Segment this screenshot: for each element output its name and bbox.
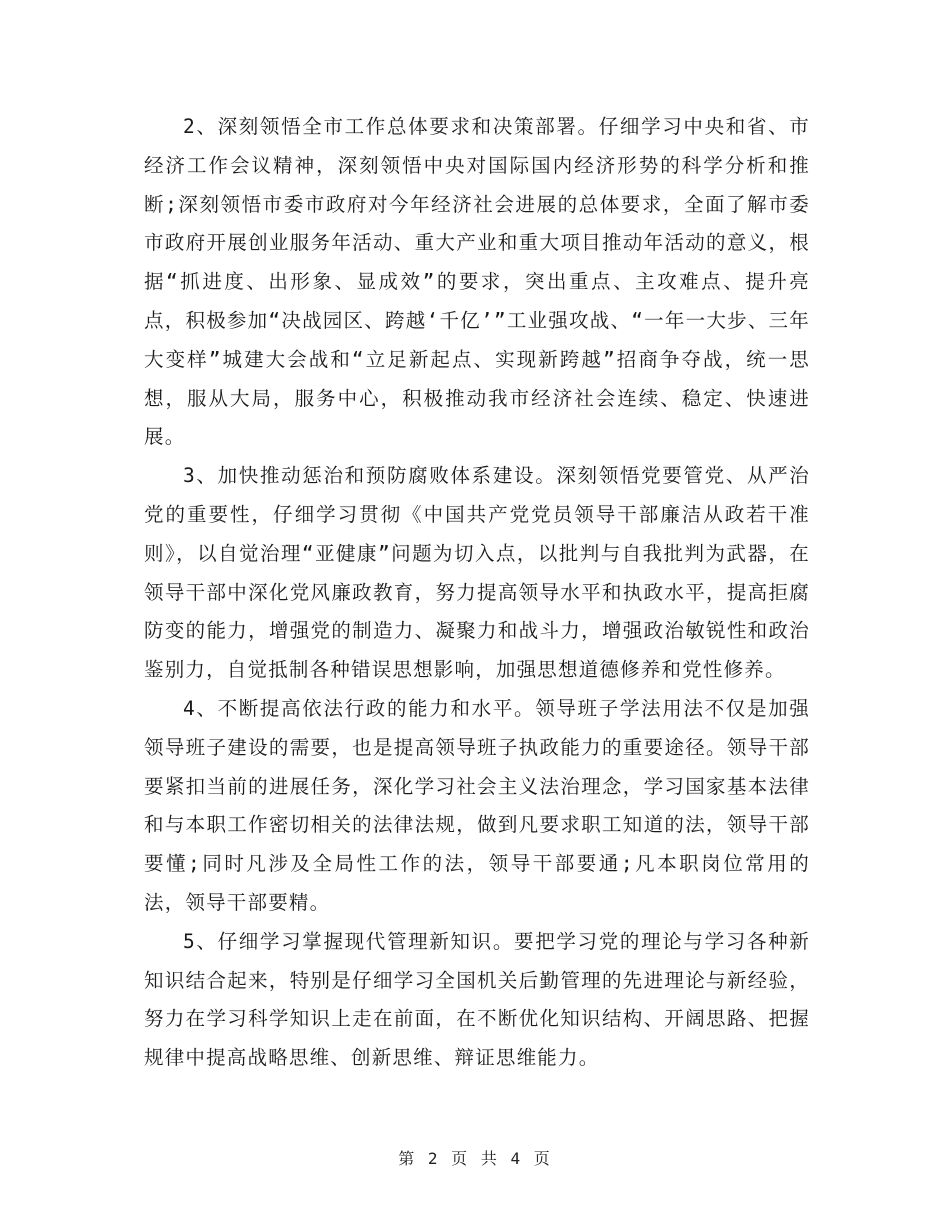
page-number-footer: 第 2 页 共 4 页 (398, 1149, 552, 1168)
paragraph-item-3: 3、加快推动惩治和预防腐败体系建设。深刻领悟党要管党、从严治党的重要性，仔细学习贯彻《中国共产党党员领导干部廉洁从政若干准则》，以自觉治理“亚健康”问题为切入点，以批判与自我批判为武器，在领导干部中深化党风廉政教育，努力提高领导水平和执政水平，提高拒腐防变的能力，增强党的制造力、凝聚力和战斗力，增强政治敏锐性和政治鉴别力，自觉抵制各种错误思想影响，加强思想道德修养和党性修养。 (144, 464, 810, 682)
paragraph-item-5: 5、仔细学习掌握现代管理新知识。要把学习党的理论与学习各种新知识结合起来，特别是仔细学习全国机关后勤管理的先进理论与新经验，努力在学习科学知识上走在前面，在不断优化知识结构、开阔思路、把握规律中提高战略思维、创新思维、辩证思维能力。 (144, 929, 810, 1070)
paragraph-item-4: 4、不断提高依法行政的能力和水平。领导班子学法用法不仅是加强领导班子建设的需要，也是提高领导班子执政能力的重要途径。领导干部要紧扣当前的进展任务，深化学习社会主义法治理念，学习国家基本法律和与本职工作密切相关的法律法规，做到凡要求职工知道的法，领导干部要懂;同时凡涉及全局性工作的法，领导干部要通;凡本职岗位常用的法，领导干部要精。 (144, 696, 810, 914)
paragraph-item-2: 2、深刻领悟全市工作总体要求和决策部署。仔细学习中央和省、市经济工作会议精神，深刻领悟中央对国际国内经济形势的科学分析和推断;深刻领悟市委市政府对今年经济社会进展的总体要求，全面了解市委市政府开展创业服务年活动、重大产业和重大项目推动年活动的意义，根据“抓进度、出形象、显成效”的要求，突出重点、主攻难点、提升亮点，积极参加“决战园区、跨越‘千亿’”工业强攻战、“一年一大步、三年大变样”城建大会战和“立足新起点、实现新跨越”招商争夺战，统一思想，服从大局，服务中心，积极推动我市经济社会连续、稳定、快速进展。 (144, 115, 810, 449)
document-body (144, 108, 810, 1078)
